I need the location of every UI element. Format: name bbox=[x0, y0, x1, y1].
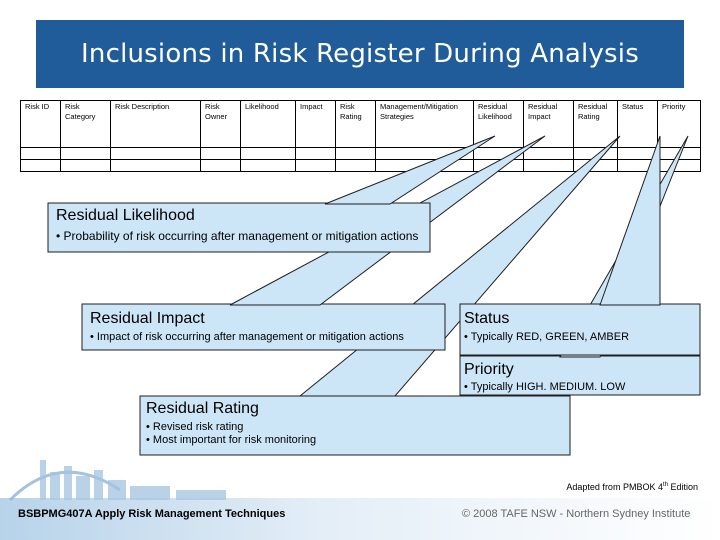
callout-bullet: • Typically RED, GREEN, AMBER bbox=[464, 331, 630, 343]
callout-residual-likelihood-pointer bbox=[325, 136, 495, 204]
credit-text: Adapted from PMBOK 4 bbox=[566, 482, 663, 492]
callout-bullet-text: Typically HIGH. MEDIUM. LOW bbox=[470, 381, 626, 393]
column-header: Impact bbox=[296, 101, 336, 148]
callout-status-pointer bbox=[600, 136, 660, 305]
callout-title: Residual Likelihood bbox=[56, 207, 195, 224]
callout-bullet: • Probability of risk occurring after management or mitigation actions bbox=[56, 229, 419, 243]
source-credit bbox=[566, 482, 698, 492]
column-header: Status bbox=[618, 101, 658, 148]
column-header: Risk Description bbox=[111, 101, 201, 148]
skyline-icon bbox=[10, 460, 226, 500]
column-header: Risk Rating bbox=[336, 101, 376, 148]
callout-title: Residual Rating bbox=[146, 400, 259, 417]
callout-residual-likelihood bbox=[56, 207, 418, 243]
column-header: Management/Mitigation Strategies bbox=[376, 101, 474, 148]
callout-residual-impact bbox=[90, 310, 404, 344]
footer-graphic bbox=[0, 450, 720, 540]
callout-priority bbox=[464, 361, 625, 394]
column-header: Risk Owner bbox=[201, 101, 241, 148]
callout-status bbox=[464, 310, 629, 344]
callout-bullet-text: Revised risk rating bbox=[152, 421, 244, 433]
column-header: Residual Rating bbox=[574, 101, 618, 148]
callout-bullet-text: Probability of risk occurring after management or mitigation actions bbox=[63, 229, 419, 243]
column-header: Priority bbox=[658, 101, 701, 148]
course-code: BSBPMG407A Apply Risk Management Techniques bbox=[18, 508, 286, 520]
callout-bullet: • Revised risk rating bbox=[146, 421, 244, 433]
callout-bullet-text: Impact of risk occurring after management or mitigation actions bbox=[96, 331, 404, 343]
column-header: Risk Category bbox=[61, 101, 111, 148]
callout-residual-rating bbox=[146, 400, 316, 447]
callout-bullet: • Impact of risk occurring after management or mitigation actions bbox=[90, 331, 404, 343]
column-header: Residual Likelihood bbox=[474, 101, 524, 148]
callout-bullet: • Typically HIGH. MEDIUM. LOW bbox=[464, 381, 626, 393]
callout-title: Status bbox=[464, 310, 510, 327]
column-header: Likelihood bbox=[241, 101, 296, 148]
callout-bullet-text: Typically RED, GREEN, AMBER bbox=[470, 331, 630, 343]
credit-text-end: Edition bbox=[667, 482, 698, 492]
callout-bullet-text: Most important for risk monitoring bbox=[152, 434, 317, 446]
credit-superscript: th bbox=[662, 482, 668, 488]
callout-bullet: • Most important for risk monitoring bbox=[146, 434, 317, 446]
copyright-notice: © 2008 TAFE NSW - Northern Sydney Institute bbox=[462, 508, 691, 520]
column-header: Risk ID bbox=[21, 101, 61, 148]
page-title: Inclusions in Risk Register During Analysis bbox=[81, 39, 639, 69]
column-header: Residual Impact bbox=[524, 101, 574, 148]
callout-title: Priority bbox=[464, 361, 514, 378]
callout-title: Residual Impact bbox=[90, 310, 205, 327]
